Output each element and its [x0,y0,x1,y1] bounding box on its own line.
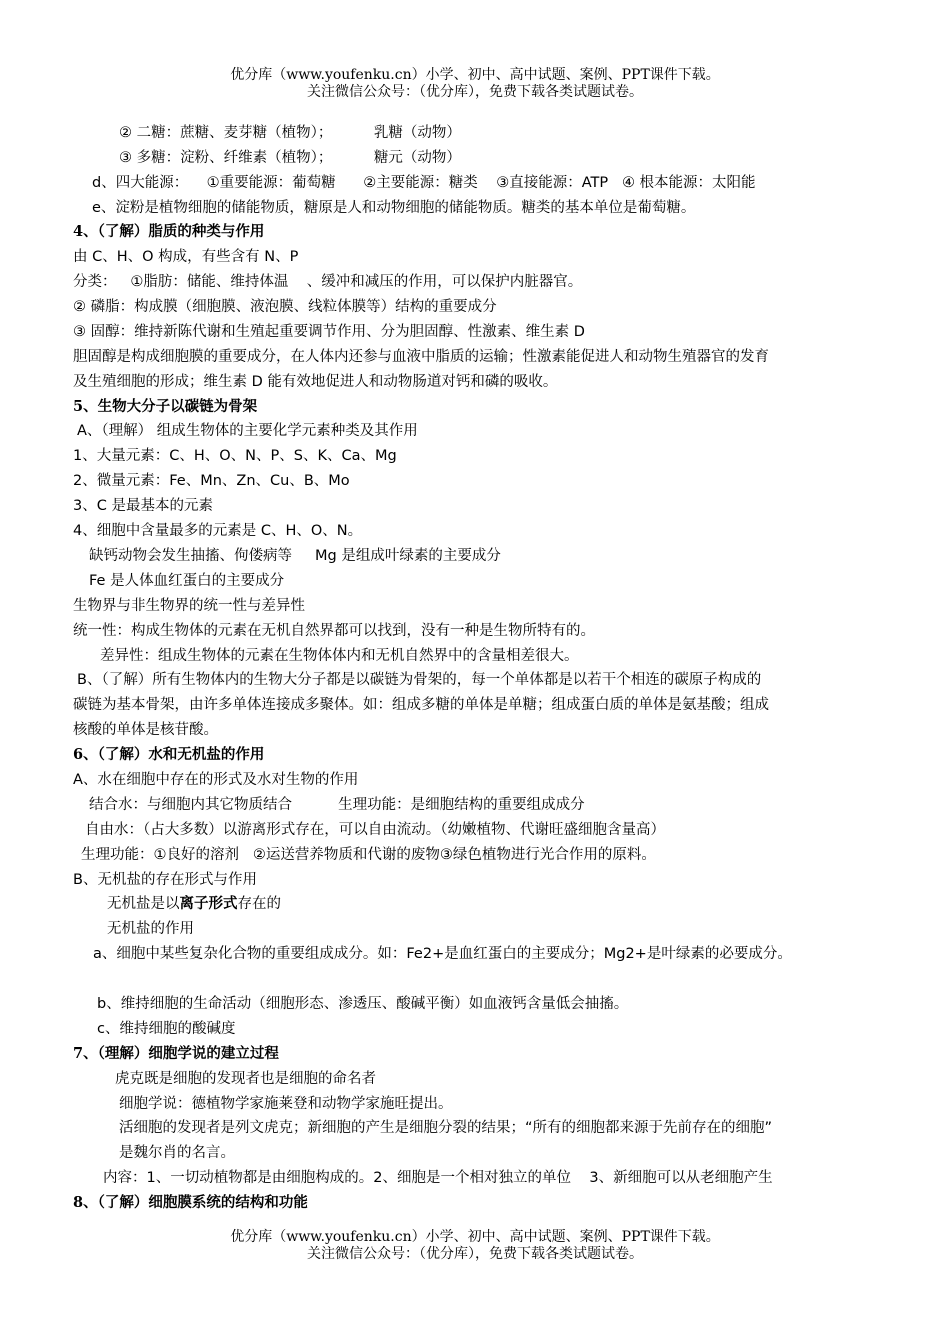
text-line: ③ 固醇：维持新陈代谢和生殖起重要调节作用、分为胆固醇、性激素、维生素 D [73,324,585,340]
text-line: 结合水：与细胞内其它物质结合 生理功能：是细胞结构的重要组成成分 [89,797,585,813]
section-heading-8: 8、（了解）细胞膜系统的结构和功能 [73,1194,308,1211]
text-line: B、（了解）所有生物体内的生物大分子都是以碳链为骨架的，每一个单体都是以若干个相连的碳原子构成的 [77,672,762,688]
text-line: 3、C 是最基本的元素 [73,498,213,514]
text-line: 及生殖细胞的形成；维生素 D 能有效地促进人和动物肠道对钙和磷的吸收。 [73,374,558,390]
section-heading-4: 4、（了解）脂质的种类与作用 [73,223,265,240]
text-line: 碳链为基本骨架，由许多单体连接成多聚体。如：组成多糖的单体是单糖；组成蛋白质的单体是氨基酸；组成 [73,697,769,713]
footer-line-1: 优分库（www.youfenku.cn）小学、初中、高中试题、案例、PPT课件下载。 [230,1229,720,1245]
page-header [0,67,950,101]
text-line: 缺钙动物会发生抽搐、佝偻病等 Mg 是组成叶绿素的主要成分 [89,548,501,564]
text-line: 2、微量元素：Fe、Mn、Zn、Cu、B、Mo [73,473,350,489]
section-heading-6: 6、（了解）水和无机盐的作用 [73,746,265,763]
text-line: a、细胞中某些复杂化合物的重要组成成分。如：Fe2+是血红蛋白的主要成分；Mg2+是叶绿素的必要成分。 [93,946,792,962]
text-line: ③ 多糖：淀粉、纤维素（植物）； 糖元（动物） [119,150,461,166]
text-line: c、维持细胞的酸碱度 [97,1021,236,1037]
footer-line-2: 关注微信公众号：（优分库），免费下载各类试题试卷。 [307,1246,643,1262]
text-line: 统一性：构成生物体的元素在无机自然界都可以找到，没有一种是生物所特有的。 [73,623,595,639]
section-heading-7: 7、（理解）细胞学说的建立过程 [73,1045,279,1062]
text-line: 1、大量元素：C、H、O、N、P、S、K、Ca、Mg [73,448,397,464]
text-span: 存在的 [237,896,281,912]
text-line: 内容：1、一切动植物都是由细胞构成的。2、细胞是一个相对独立的单位 3、新细胞可以从老细胞产生 [103,1170,773,1186]
emphasis-text: 离子形式 [179,896,238,912]
header-line-1: 优分库（www.youfenku.cn）小学、初中、高中试题、案例、PPT课件下载。 [230,67,720,83]
text-line: ② 二糖：蔗糖、麦芽糖（植物）； 乳糖（动物） [119,125,461,141]
text-line: A、（理解） 组成生物体的主要化学元素种类及其作用 [77,423,418,439]
text-line: b、维持细胞的生命活动（细胞形态、渗透压、酸碱平衡）如血液钙含量低会抽搐。 [97,996,629,1012]
text-line: Fe 是人体血红蛋白的主要成分 [89,573,285,589]
text-line: ② 磷脂：构成膜（细胞膜、液泡膜、线粒体膜等）结构的重要成分 [73,299,497,315]
text-line: 4、细胞中含量最多的元素是 C、H、O、N。 [73,523,363,539]
section-heading-5: 5、生物大分子以碳链为骨架 [73,398,258,415]
text-line: 是魏尔肖的名言。 [119,1145,235,1161]
text-line: 差异性：组成生物体的元素在生物体体内和无机自然界中的含量相差很大。 [100,648,579,664]
page-footer [0,1229,950,1263]
text-line: 活细胞的发现者是列文虎克；新细胞的产生是细胞分裂的结果；“所有的细胞都来源于先前存在的细胞” [119,1120,773,1136]
text-line: 核酸的单体是核苷酸。 [73,722,218,738]
text-line: 虎克既是细胞的发现者也是细胞的命名者 [115,1071,376,1087]
text-line: e、淀粉是植物细胞的储能物质，糖原是人和动物细胞的储能物质。糖类的基本单位是葡萄糖。 [92,200,696,216]
text-line: 无机盐的作用 [107,921,194,937]
text-line: 由 C、H、O 构成，有些含有 N、P [73,249,299,265]
header-line-2: 关注微信公众号：（优分库），免费下载各类试题试卷。 [307,84,643,100]
text-line: d、四大能源： ①重要能源：葡萄糖 ②主要能源：糖类 ③直接能源：ATP ④ 根本能源：太阳能 [92,175,756,191]
text-line: A、水在细胞中存在的形式及水对生物的作用 [73,772,359,788]
text-line: 分类： ①脂肪：储能、维持体温 、缓冲和减压的作用，可以保护内脏器官。 [73,274,583,290]
text-line: 生理功能：①良好的溶剂 ②运送营养物质和代谢的废物③绿色植物进行光合作用的原料。 [81,847,656,863]
text-line: 自由水：（占大多数）以游离形式存在，可以自由流动。（幼嫩植物、代谢旺盛细胞含量高） [85,822,665,838]
text-line: 细胞学说：德植物学家施莱登和动物学家施旺提出。 [119,1096,453,1112]
text-line [107,894,281,914]
text-span: 无机盐是以 [107,896,180,912]
text-line: B、无机盐的存在形式与作用 [73,872,257,888]
text-line: 生物界与非生物界的统一性与差异性 [73,598,305,614]
text-line: 胆固醇是构成细胞膜的重要成分，在人体内还参与血液中脂质的运输；性激素能促进人和动物生殖器官的发育 [73,349,769,365]
